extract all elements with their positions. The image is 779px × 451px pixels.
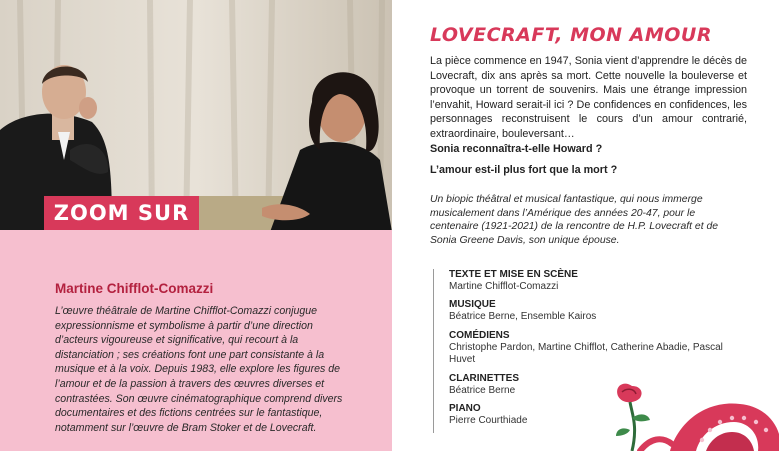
question-2: L’amour est-il plus fort que la mort ?: [430, 164, 618, 176]
credit-actors: [449, 330, 749, 367]
credit-role: TEXTE ET MISE EN SCÈNE: [449, 269, 578, 280]
credit-names: Martine Chifflot-Comazzi: [449, 281, 559, 292]
credit-names: Béatrice Berne, Ensemble Kairos: [449, 311, 597, 323]
author-name: Martine Chifflot-Comazzi: [55, 281, 214, 296]
credit-role: COMÉDIENS: [449, 329, 510, 341]
credit-role: PIANO: [449, 403, 481, 415]
show-title: LOVECRAFT, MON AMOUR: [430, 24, 712, 46]
tentacle-rose-icon: [610, 378, 779, 451]
credit-names: Béatrice Berne: [449, 384, 516, 396]
author-bio: L’œuvre théâtrale de Martine Chifflot-Comazzi conjugue expressionnisme et symbolisme à partir d’une direction d’acteurs vigoureuse et significative, qui recourt à la distanciation ; ses créations font une part consistante à la musique et à la voix. Depuis 1983, elle explore les figures de l’amour et de la passion à travers des œuvres diverses et contrastées. Son œuvre cinématographique comprend divers documentaires et des fictions centrées sur le fantastique, notamment sur l’œuvre de Bram Stoker et de Lovecraft.: [55, 305, 343, 434]
show-pitch: Un biopic théâtral et musical fantastique, qui nous immerge musicalement dans l’Amérique des années 20-47, pour le centenaire (1921-2021) de la rencontre de H.P. Lovecraft et de Sonia Greene Davis, son unique épouse.: [430, 194, 719, 246]
credit-names: Pierre Courthiade: [449, 415, 528, 427]
credit-text: [449, 269, 749, 293]
credit-role: MUSIQUE: [449, 299, 496, 311]
credit-role: CLARINETTES: [449, 372, 519, 384]
credit-music: [449, 299, 749, 323]
zoom-banner: ZOOM SUR: [44, 196, 199, 230]
credit-names: Christophe Pardon, Martine Chifflot, Catherine Abadie, Pascal Huvet: [449, 341, 723, 366]
synopsis: La pièce commence en 1947, Sonia vient d’apprendre le décès de Lovecraft, dix ans après sa mort. Cette nouvelle la bouleverse et provoque un torrent de souvenirs. Mais une étrange impression l’envahit, Howard serait-il ici ? De confidences en confidences, les personnages reconstruisent le cours d’un amour contrarié, extraordinaire, bouleversant…: [430, 55, 747, 140]
question-1: Sonia reconnaîtra-t-elle Howard ?: [430, 143, 603, 155]
